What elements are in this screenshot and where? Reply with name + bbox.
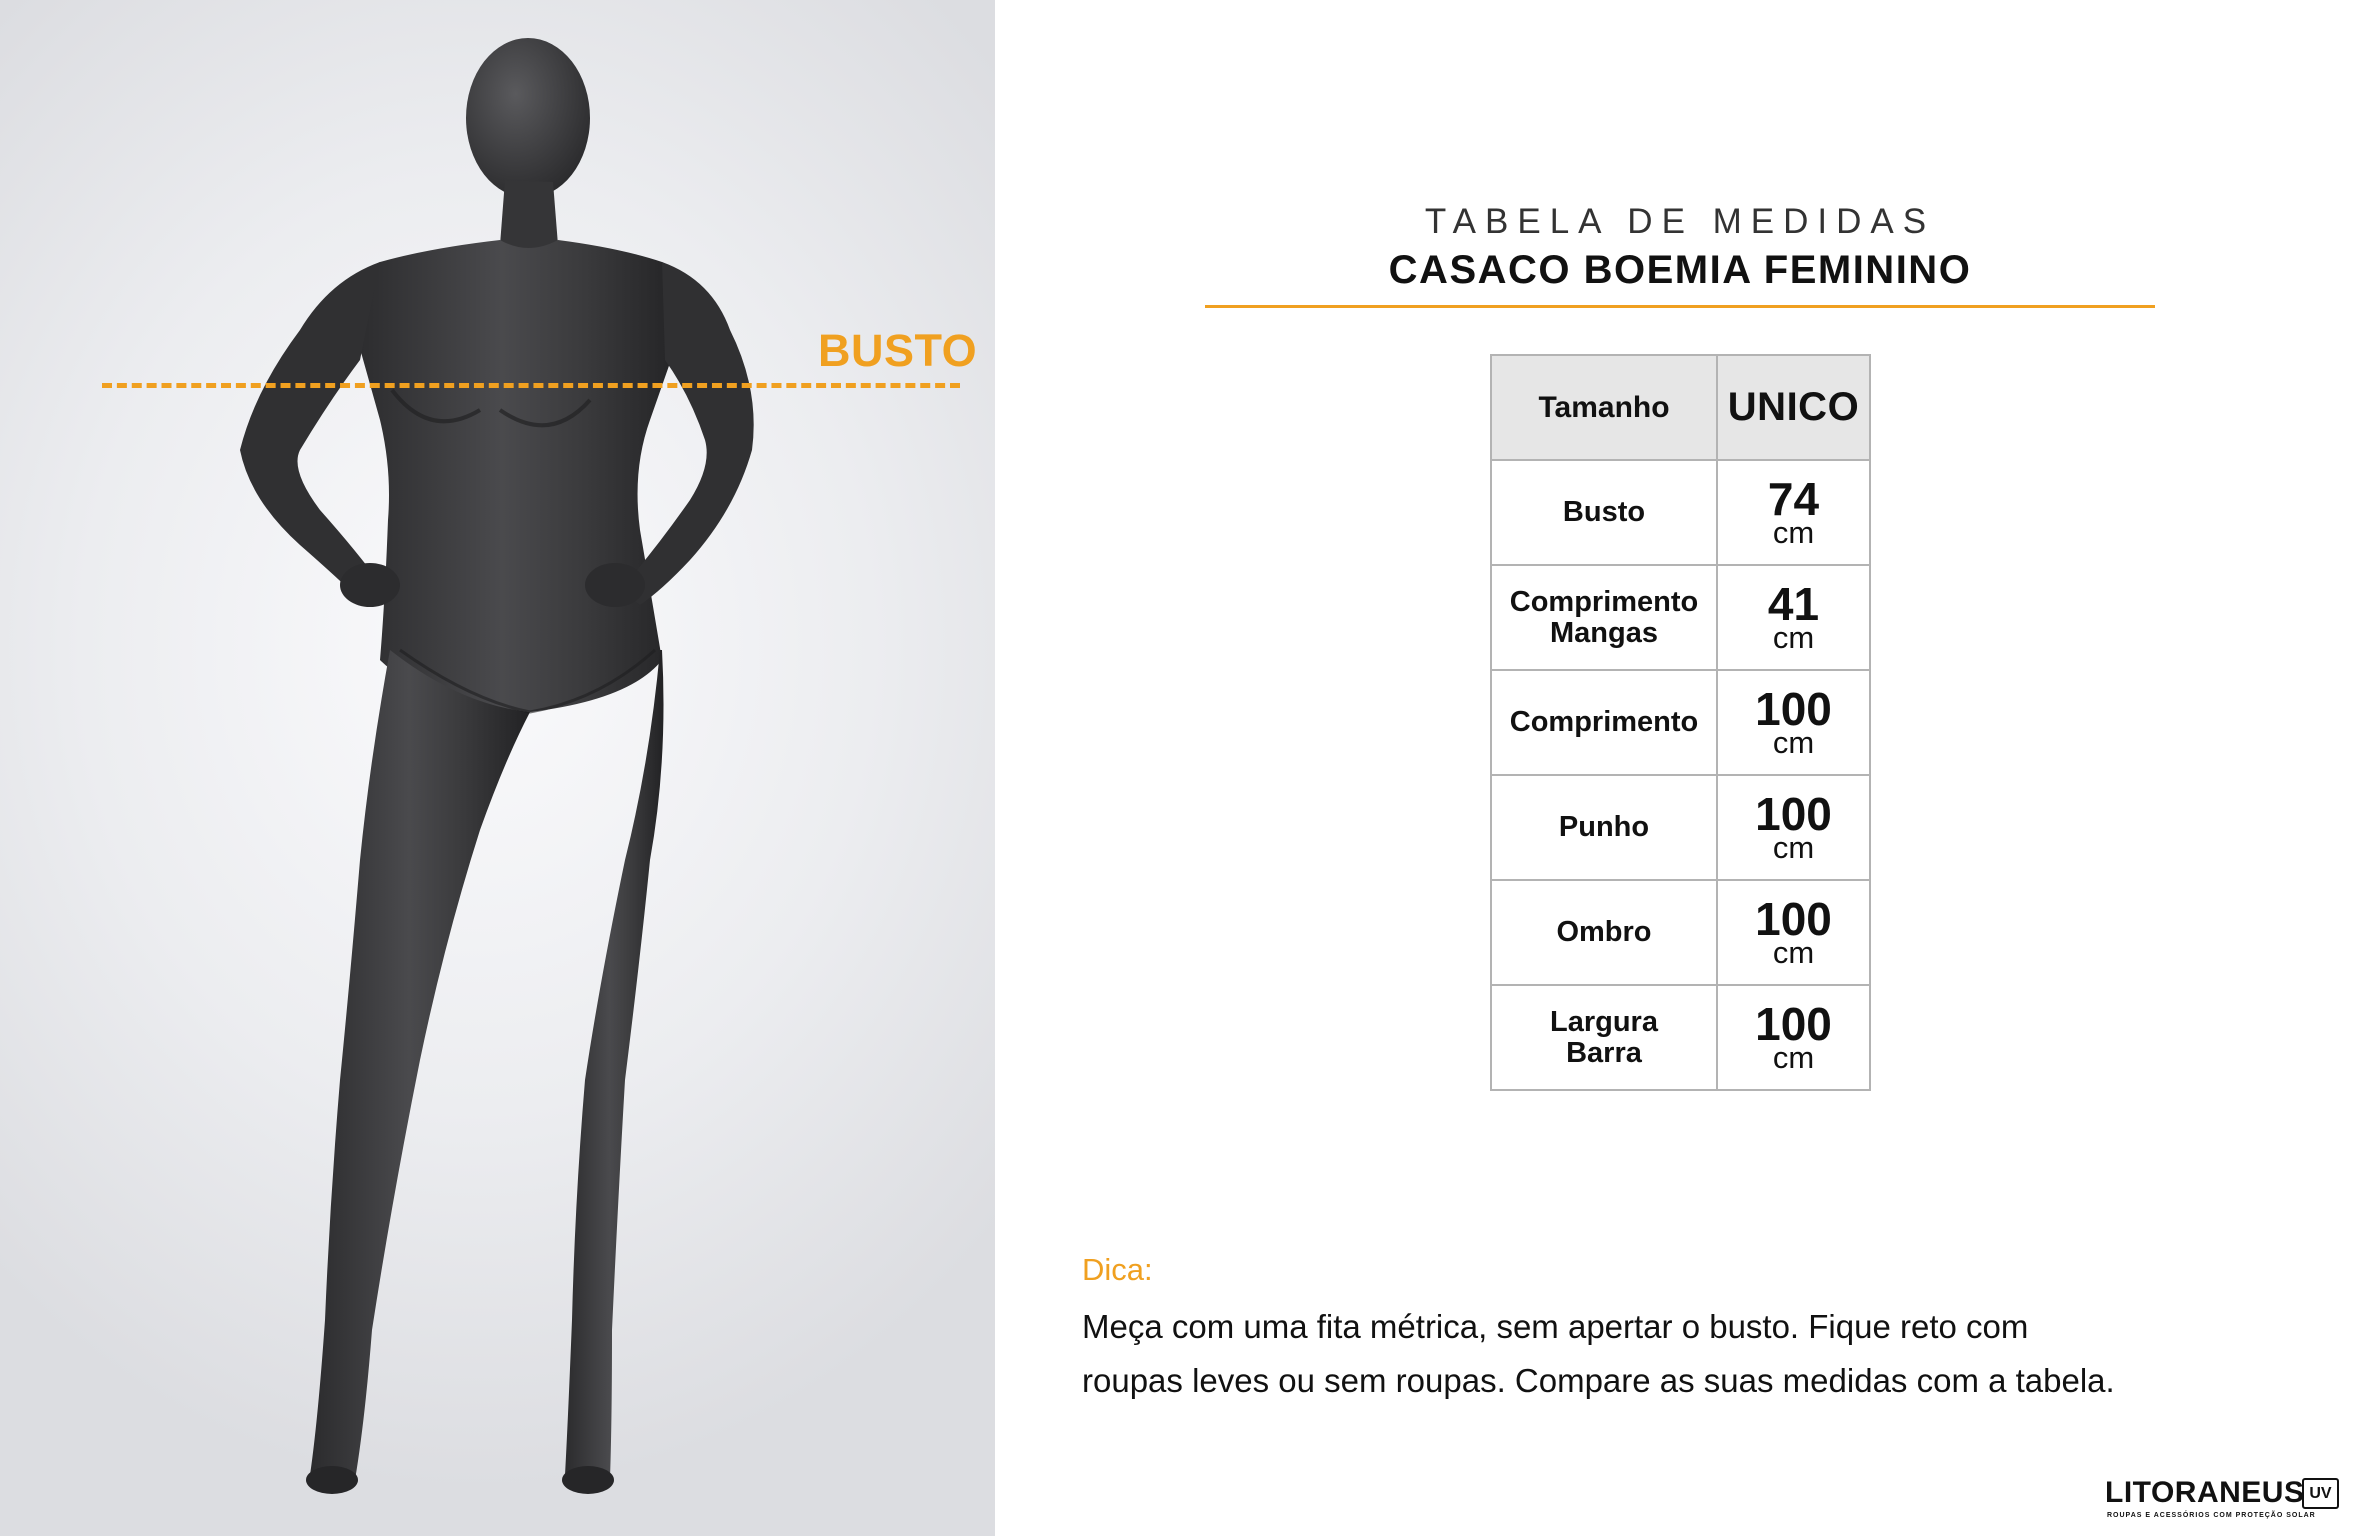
- table-row: [1491, 985, 1870, 1090]
- row-unit: cm: [1772, 514, 1815, 550]
- row-label-cell: [1491, 460, 1717, 565]
- bust-measure-line: [102, 383, 960, 388]
- product-title: CASACO BOEMIA FEMININO: [1388, 248, 1972, 292]
- row-label: Punho: [1558, 811, 1650, 843]
- table-row: [1491, 670, 1870, 775]
- row-unit: cm: [1772, 829, 1815, 865]
- table-row: [1491, 880, 1870, 985]
- header-cell-label: [1491, 355, 1717, 460]
- header-label: Tamanho: [1538, 390, 1670, 424]
- row-label: Comprimento: [1509, 706, 1699, 738]
- table-subtitle: TABELA DE MEDIDAS: [1424, 202, 1936, 241]
- table-header-row: [1491, 355, 1870, 460]
- header-size: UNICO: [1727, 385, 1860, 429]
- table-row: [1491, 565, 1870, 670]
- brand-logo: [2105, 1476, 2345, 1526]
- row-value: 74: [1767, 472, 1820, 525]
- row-value-cell: [1717, 985, 1870, 1090]
- row-label-line1: Comprimento: [1509, 585, 1699, 618]
- tip-line-2: roupas leves ou sem roupas. Compare as suas medidas com a tabela.: [1082, 1362, 2115, 1399]
- logo-wordmark: LITORANEUS: [2105, 1476, 2305, 1509]
- row-label-cell: [1491, 775, 1717, 880]
- row-value-cell: [1717, 670, 1870, 775]
- title-divider: [1205, 305, 2155, 308]
- row-label-line2: Barra: [1566, 1036, 1642, 1069]
- table-row: [1491, 775, 1870, 880]
- row-value-cell: [1717, 775, 1870, 880]
- row-value: 100: [1755, 787, 1832, 840]
- logo-tagline: ROUPAS E ACESSÓRIOS COM PROTEÇÃO SOLAR: [2107, 1512, 2316, 1519]
- table-row: [1491, 460, 1870, 565]
- row-value: 100: [1755, 997, 1832, 1050]
- row-label: Busto: [1562, 496, 1646, 528]
- row-value-cell: [1717, 880, 1870, 985]
- row-label-cell: [1491, 880, 1717, 985]
- header-cell-size: [1717, 355, 1870, 460]
- tip-line-1: Meça com uma fita métrica, sem apertar o busto. Fique reto com: [1082, 1308, 2029, 1345]
- mannequin-panel: [0, 0, 995, 1536]
- row-label: Ombro: [1556, 916, 1652, 948]
- row-label-cell: [1491, 670, 1717, 775]
- size-table: [1490, 354, 1871, 1091]
- row-label-line1: Largura: [1550, 1005, 1658, 1038]
- row-value: 41: [1767, 577, 1820, 630]
- row-value: 100: [1755, 892, 1832, 945]
- mannequin-illustration: [0, 0, 995, 1536]
- row-unit: cm: [1772, 724, 1815, 760]
- row-label-cell: [1491, 565, 1717, 670]
- row-unit: cm: [1772, 1039, 1815, 1075]
- row-value-cell: [1717, 565, 1870, 670]
- row-value: 100: [1755, 682, 1832, 735]
- row-value-cell: [1717, 460, 1870, 565]
- row-unit: cm: [1772, 934, 1815, 970]
- tip-title: Dica:: [1082, 1252, 1153, 1287]
- tip-text: [1082, 1300, 2242, 1408]
- bust-measure-label: BUSTO: [818, 325, 978, 376]
- row-label-line2: Mangas: [1550, 616, 1658, 649]
- row-label-cell: [1491, 985, 1717, 1090]
- uv-badge: UV: [2302, 1478, 2339, 1509]
- row-unit: cm: [1772, 619, 1815, 655]
